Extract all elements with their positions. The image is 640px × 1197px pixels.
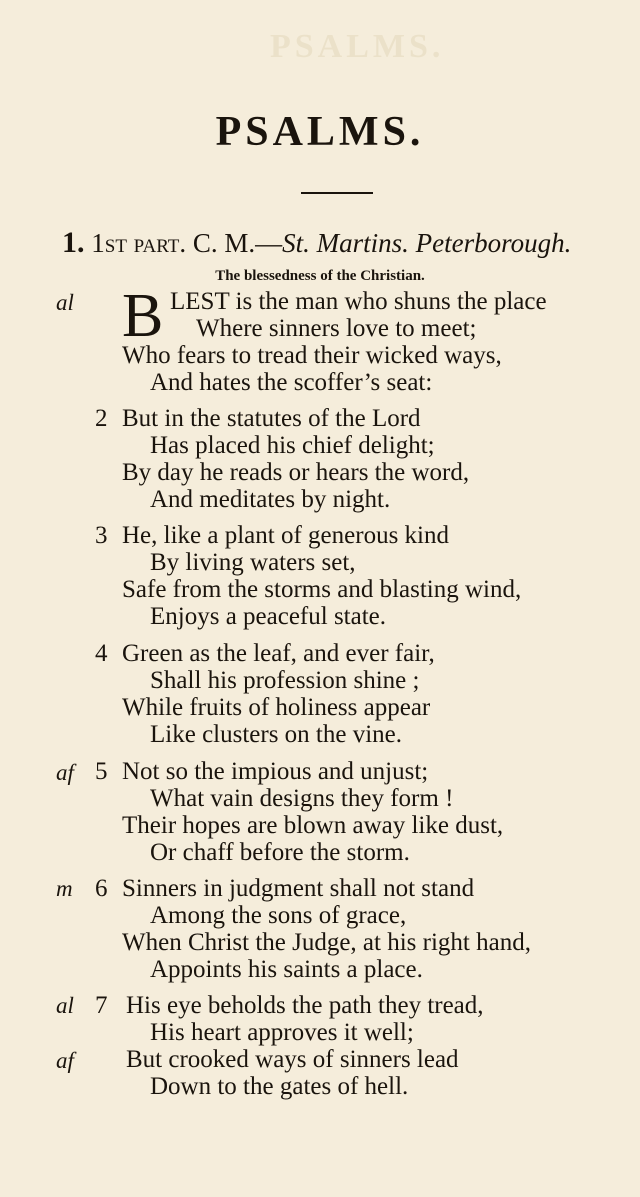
- verse-number: 4: [95, 640, 108, 667]
- verse-line: Their hopes are blown away like dust,: [122, 812, 504, 839]
- verse-number: 5: [95, 758, 108, 785]
- verse-line: Green as the leaf, and ever fair,: [122, 640, 435, 667]
- verse-number: 3: [95, 522, 108, 549]
- page-title: PSALMS.: [215, 109, 425, 155]
- verse-line: Appoints his saints a place.: [150, 956, 423, 983]
- verse-number: 7: [95, 992, 108, 1019]
- verse-line: And hates the scoffer’s seat:: [150, 369, 433, 396]
- verse-line: But crooked ways of sinners lead: [126, 1046, 459, 1073]
- verse-line: His eye beholds the path they tread,: [126, 992, 484, 1019]
- verse-line: By living waters set,: [150, 549, 356, 576]
- dynamic-mark: af: [56, 1048, 74, 1073]
- verse-line: Down to the gates of hell.: [150, 1073, 409, 1100]
- verse-line: Shall his profession shine ;: [150, 667, 420, 694]
- verse-line: Or chaff before the storm.: [150, 839, 410, 866]
- title-rule: [301, 192, 373, 194]
- verse-line: Where sinners love to meet;: [196, 315, 477, 342]
- psalm-heading: [62, 226, 622, 260]
- verse-line: But in the statutes of the Lord: [122, 405, 421, 432]
- dynamic-mark: al: [56, 290, 74, 315]
- drop-cap: B: [122, 282, 164, 350]
- verse-number: 2: [95, 405, 108, 432]
- verse-line: He, like a plant of generous kind: [122, 522, 449, 549]
- verse-line: And meditates by night.: [150, 486, 391, 513]
- verse-line: Among the sons of grace,: [150, 902, 407, 929]
- verse-line: What vain designs they form !: [150, 785, 454, 812]
- psalm-subtitle: The blessedness of the Christian.: [215, 268, 425, 284]
- verse-line: When Christ the Judge, at his right hand,: [122, 929, 531, 956]
- verse-line: His heart approves it well;: [150, 1019, 414, 1046]
- verse-line: Enjoys a peaceful state.: [150, 603, 387, 630]
- verse-line: By day he reads or hears the word,: [122, 459, 470, 486]
- verse-line: Sinners in judgment shall not stand: [122, 875, 475, 902]
- verse-number: 6: [95, 875, 108, 902]
- verse-line: Has placed his chief delight;: [150, 432, 435, 459]
- verse-line: LEST is the man who shuns the place: [170, 288, 547, 315]
- dynamic-mark: af: [56, 760, 74, 785]
- verse-line: Like clusters on the vine.: [150, 721, 403, 748]
- dynamic-mark: al: [56, 993, 74, 1018]
- psalm-number: 1.: [62, 226, 85, 259]
- tune-names: St. Martins. Peterborough.: [282, 228, 572, 258]
- meter-label: C. M.—: [192, 228, 283, 258]
- part-label: 1st part.: [91, 228, 187, 258]
- verse-line: While fruits of holiness appear: [122, 694, 431, 721]
- dynamic-mark: m: [56, 876, 73, 901]
- verse-line: Safe from the storms and blasting wind,: [122, 576, 522, 603]
- bleed-through-text: PSALMS.: [270, 28, 445, 65]
- verse-line: Not so the impious and unjust;: [122, 758, 429, 785]
- verse-line: Who fears to tread their wicked ways,: [122, 342, 502, 369]
